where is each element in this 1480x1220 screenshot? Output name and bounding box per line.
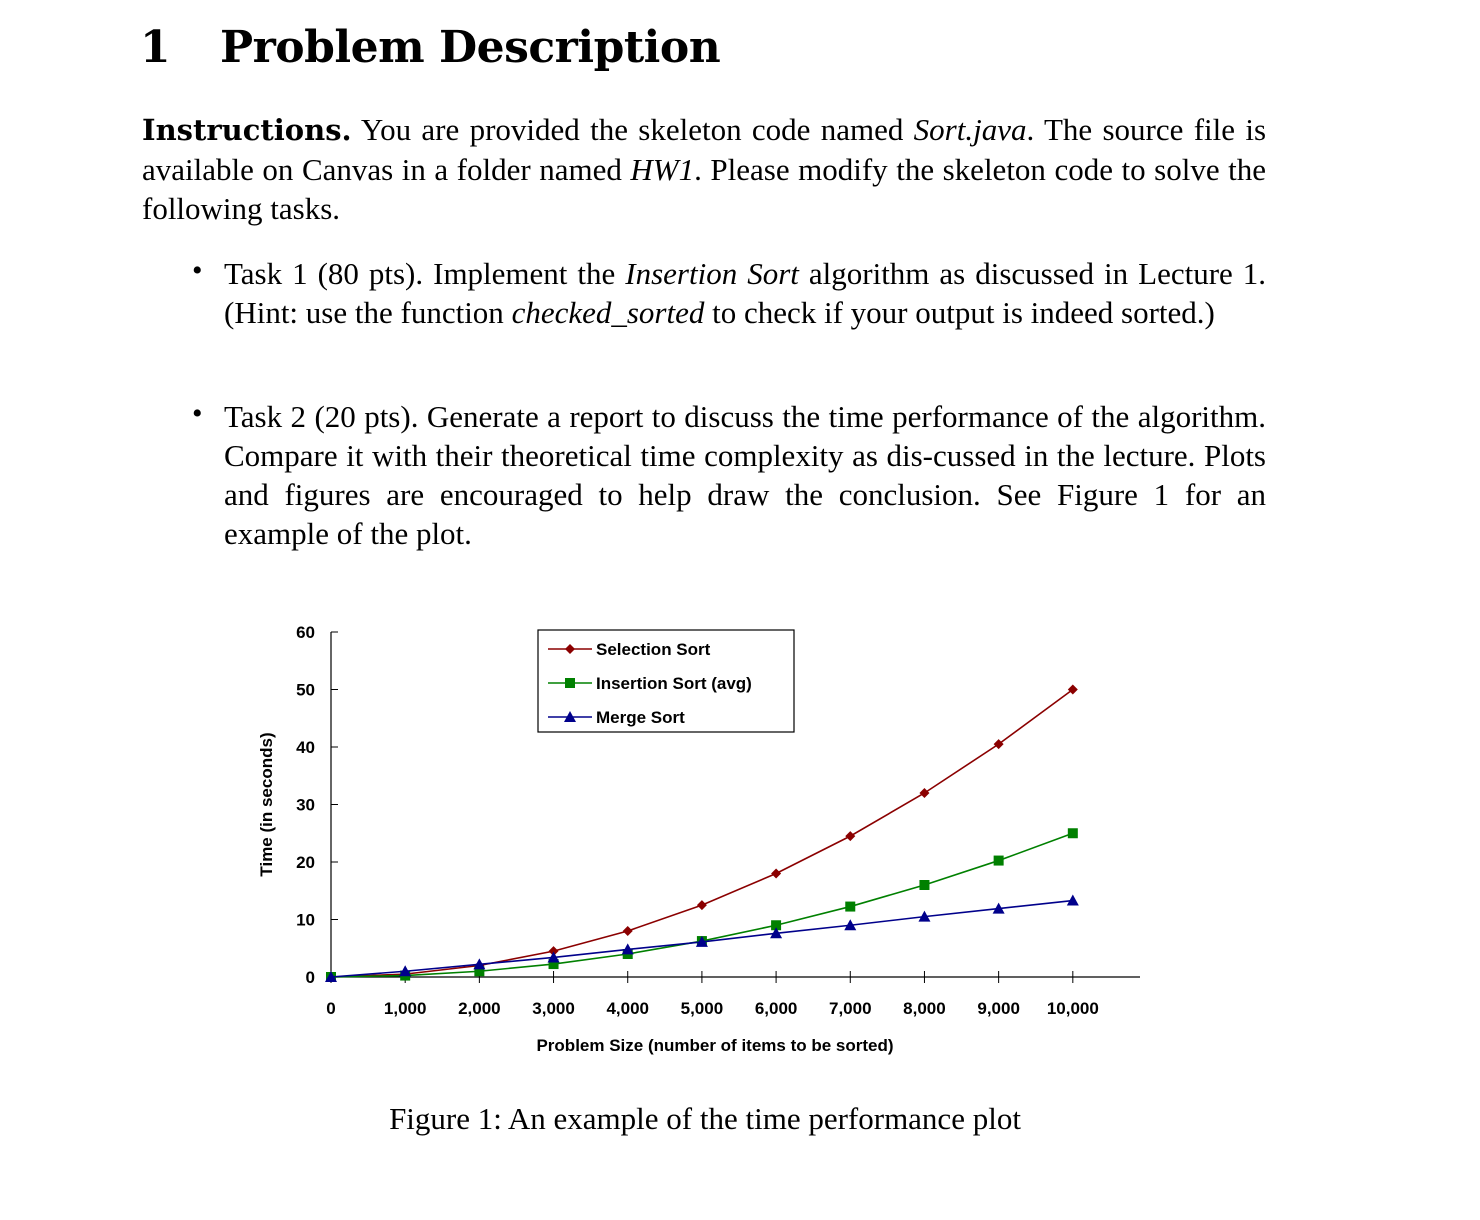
instructions-text-3: . Please modify the skeleton code to solve the following tasks. bbox=[142, 152, 1266, 226]
task-1-text-3: to check if your output is indeed sorted.) bbox=[712, 295, 1215, 330]
task-1-bullet: • bbox=[192, 254, 203, 287]
y-tick-label: 50 bbox=[296, 680, 315, 700]
x-tick-label: 8,000 bbox=[903, 999, 946, 1018]
y-tick-label: 40 bbox=[296, 738, 315, 757]
x-tick-label: 10,000 bbox=[1046, 999, 1099, 1018]
x-axis-title: Problem Size (number of items to be sorted) bbox=[536, 1036, 894, 1055]
data-point-0-8 bbox=[919, 788, 929, 798]
algorithm-name: Insertion Sort bbox=[625, 256, 799, 291]
data-point-1-8 bbox=[919, 880, 929, 890]
instructions-text-2: . The source file is available on Canvas in a folder named bbox=[142, 112, 1267, 187]
data-point-0-4 bbox=[623, 926, 633, 936]
task-2-bullet: • bbox=[192, 397, 203, 430]
x-tick-label: 9,000 bbox=[977, 999, 1020, 1018]
legend-label-0: Selection Sort bbox=[596, 640, 711, 659]
section-heading bbox=[140, 22, 720, 73]
instructions-lead: Instructions. bbox=[142, 113, 352, 147]
x-tick-label: 2,000 bbox=[458, 999, 501, 1018]
section-title: Problem Description bbox=[220, 22, 721, 73]
y-axis-title: Time (in seconds) bbox=[257, 732, 276, 877]
x-tick-label: 5,000 bbox=[680, 999, 724, 1018]
y-tick-label: 0 bbox=[305, 968, 315, 987]
data-point-1-10 bbox=[1068, 828, 1078, 838]
task-1-text-1: Task 1 (80 pts). Implement the bbox=[224, 256, 616, 291]
task-1-text-2: algorithm as discussed in Lecture 1. (Hint: use the function bbox=[224, 256, 1267, 330]
data-point-0-6 bbox=[771, 869, 781, 879]
data-point-0-5 bbox=[697, 900, 707, 910]
section-number: 1 bbox=[140, 22, 171, 73]
legend-label-1: Insertion Sort (avg) bbox=[596, 674, 752, 693]
data-point-2-10 bbox=[1067, 895, 1079, 906]
x-tick-label: 0 bbox=[326, 999, 336, 1018]
legend-label-2: Merge Sort bbox=[596, 708, 685, 727]
task-2: Task 2 (20 pts). Generate a report to discuss the time performance of the algorithm. Compare it with their theoretical time complexity as dis-cussed in the lecture. Plots and figures are encouraged to help draw the conclusion. See Figure 1 for an example of the plot. bbox=[224, 399, 1266, 551]
data-point-1-7 bbox=[845, 902, 855, 912]
y-tick-label: 30 bbox=[296, 795, 315, 815]
x-tick-label: 6,000 bbox=[754, 999, 798, 1018]
legend-marker-1 bbox=[565, 678, 575, 688]
x-tick-label: 4,000 bbox=[606, 999, 650, 1018]
y-tick-label: 60 bbox=[296, 623, 315, 642]
instructions-text-1: You are provided the skeleton code named bbox=[360, 112, 904, 147]
series-line-0 bbox=[331, 690, 1073, 978]
x-tick-label: 3,000 bbox=[532, 999, 575, 1018]
time-performance-chart bbox=[240, 610, 1140, 1070]
function-name: checked_sorted bbox=[511, 295, 705, 330]
figure-caption: Figure 1: An example of the time performance plot bbox=[389, 1101, 1021, 1136]
folder-name: HW1 bbox=[630, 152, 695, 187]
y-tick-label: 10 bbox=[296, 910, 315, 930]
y-tick-label: 20 bbox=[296, 853, 315, 872]
instructions-paragraph bbox=[142, 110, 1266, 228]
x-tick-label: 1,000 bbox=[383, 999, 427, 1018]
filename: Sort.java bbox=[913, 112, 1027, 147]
data-point-1-9 bbox=[994, 856, 1004, 866]
x-tick-label: 7,000 bbox=[828, 999, 872, 1018]
data-point-0-7 bbox=[845, 831, 855, 841]
task-1 bbox=[224, 254, 1266, 332]
